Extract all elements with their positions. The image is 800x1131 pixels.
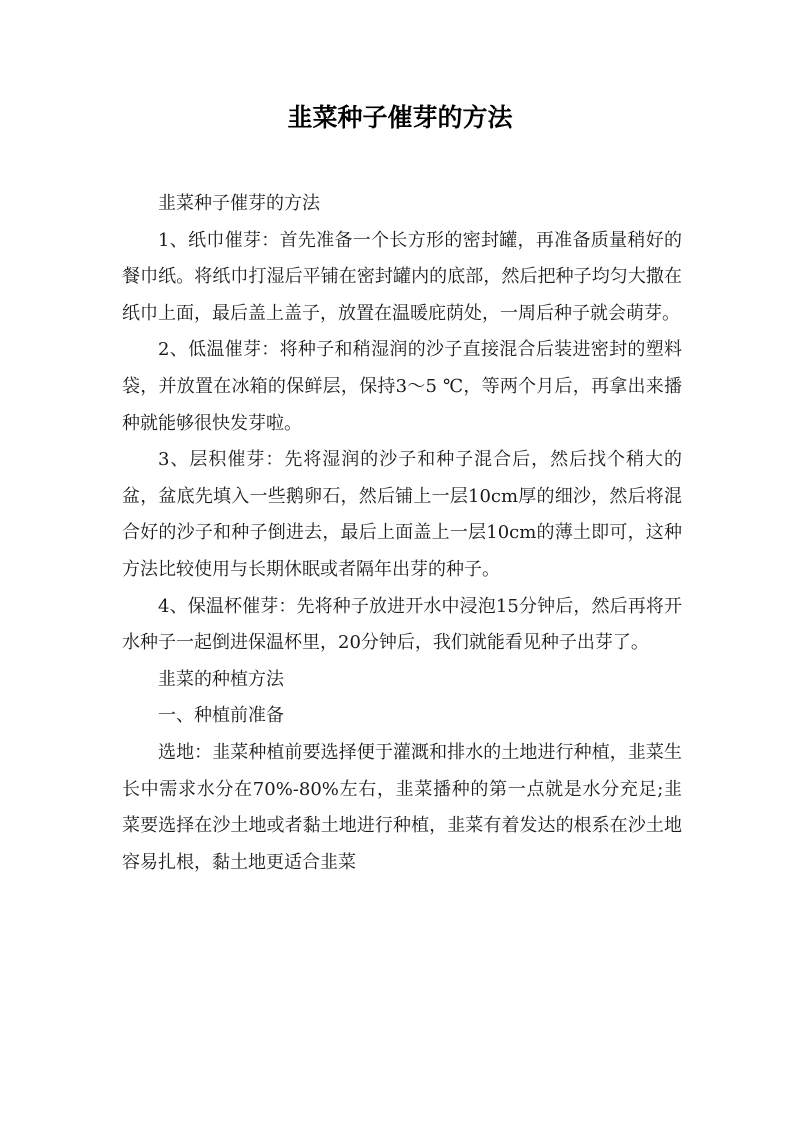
- paragraph-method-3: 3、层积催芽：先将湿润的沙子和种子混合后，然后找个稍大的盆，盆底先填入一些鹅卵石，然后铺上一层10cm厚的细沙，然后将混合好的沙子和种子倒进去，最后上面盖上一层10cm的薄土即可，这种方法比较使用与长期休眠或者隔年出芽的种子。: [122, 449, 682, 580]
- paragraph-preparation-heading: 一、种植前准备: [158, 705, 284, 727]
- paragraph-section-heading: 韭菜种子催芽的方法: [158, 193, 320, 214]
- paragraph-planting-heading: 韭菜的种植方法: [158, 668, 284, 690]
- paragraph-method-1: 1、纸巾催芽：首先准备一个长方形的密封罐，再准备质量稍好的餐巾纸。将纸巾打湿后平铺在密封罐内的底部，然后把种子均匀大撒在纸巾上面，最后盖上盖子，放置在温暖庇荫处，一周后种子就会萌芽。: [122, 229, 682, 324]
- paragraph-method-2: 2、低温催芽：将种子和稍湿润的沙子直接混合后装进密封的塑料袋，并放置在冰箱的保鲜层，保持3～5 ℃，等两个月后，再拿出来播种就能够很快发芽啦。: [122, 339, 682, 434]
- paragraph-method-4: 4、保温杯催芽：先将种子放进开水中浸泡15分钟后，然后再将开水种子一起倒进保温杯里，20分钟后，我们就能看见种子出芽了。: [122, 595, 682, 654]
- document-body: [122, 186, 682, 881]
- paragraph-site-selection: 选地：韭菜种植前要选择便于灌溉和排水的土地进行种植，韭菜生长中需求水分在70%-80%左右，韭菜播种的第一点就是水分充足;韭菜要选择在沙土地或者黏土地进行种植，韭菜有着发达的根系在沙土地容易扎根，黏土地更适合韭菜: [122, 741, 682, 873]
- document-title: 韭菜种子催芽的方法: [287, 103, 513, 132]
